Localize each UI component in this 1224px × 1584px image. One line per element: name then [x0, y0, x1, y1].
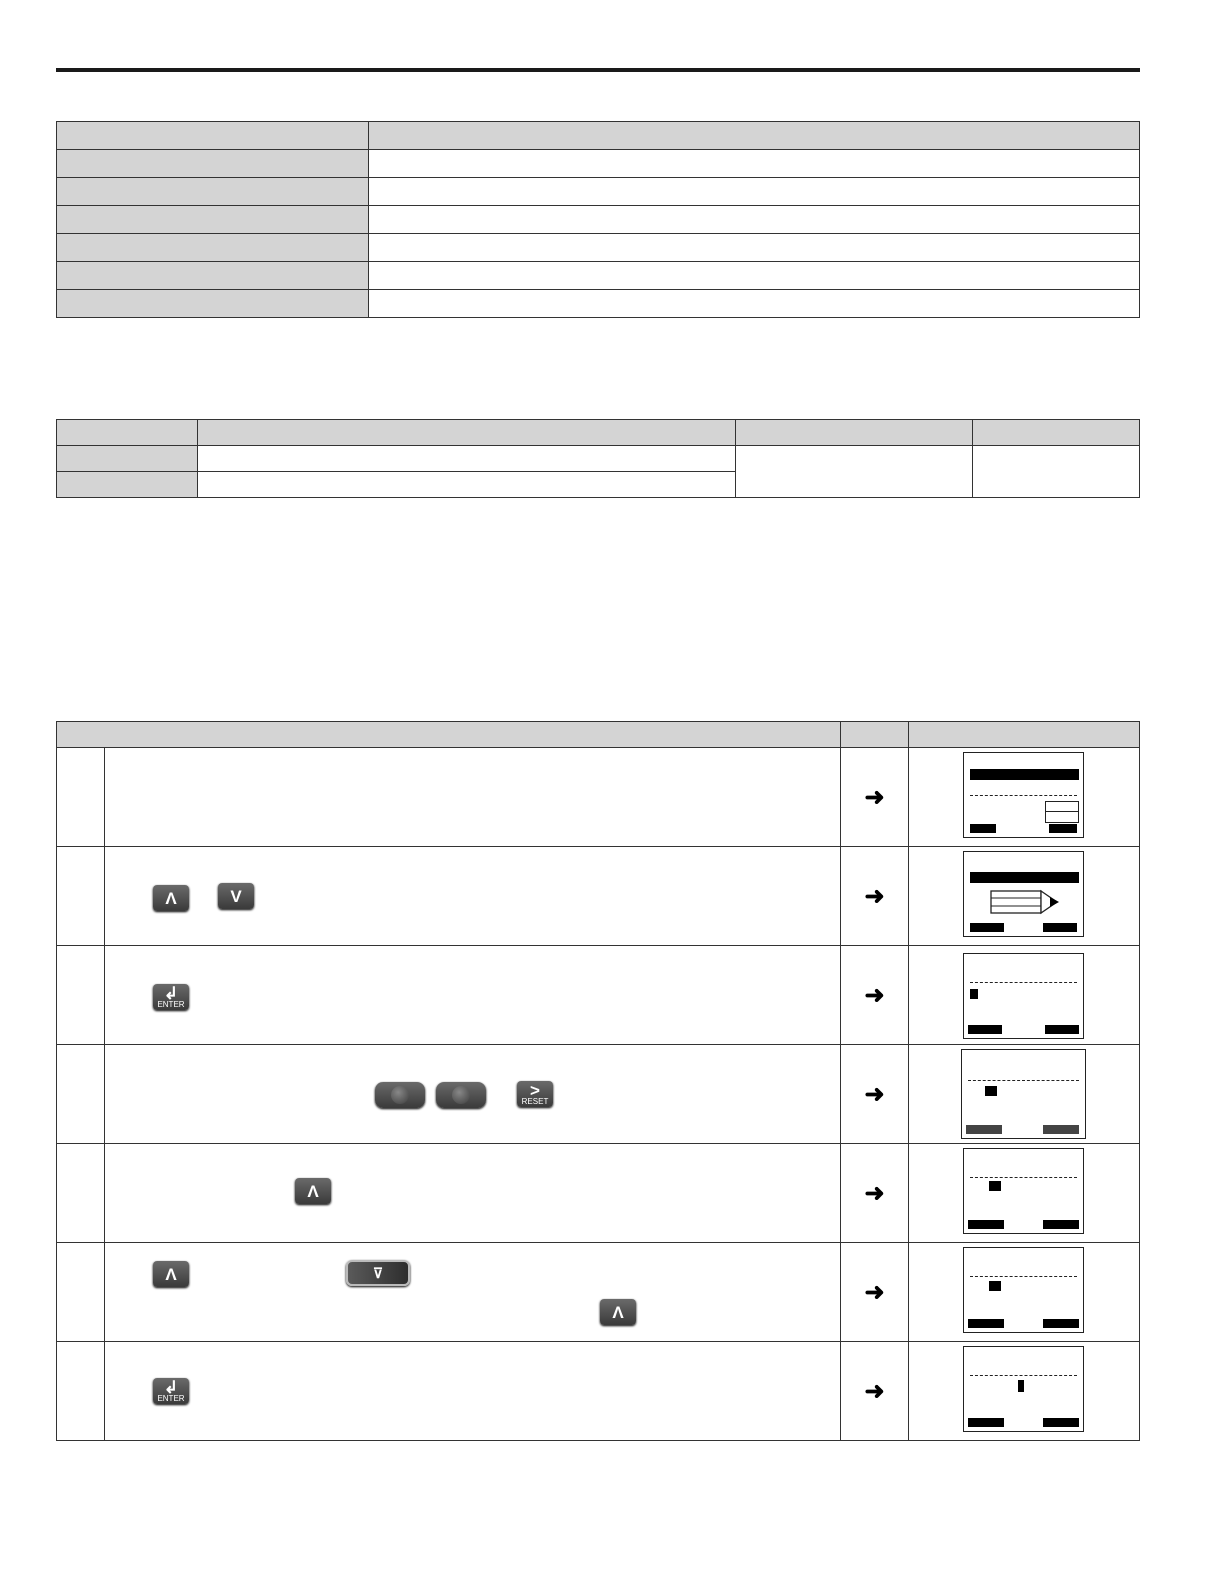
lcd-display: [963, 1148, 1084, 1234]
enter-key-icon: ↲ ENTER: [153, 1378, 189, 1404]
table-row: [57, 262, 1140, 290]
table-header-row: [57, 420, 1140, 446]
up-arrow-key-icon: Λ: [153, 1261, 189, 1287]
up-arrow-key-icon: Λ: [295, 1178, 331, 1204]
lcd-display: [961, 1049, 1086, 1139]
softkey-left: [968, 1220, 1004, 1229]
right-arrow-icon: ➜: [864, 882, 885, 910]
softkey-right: [1043, 923, 1077, 932]
softkey-left: [966, 1125, 1002, 1134]
procedure-step-3: [57, 946, 1140, 1045]
table-row: [57, 150, 1140, 178]
right-arrow-icon: ➜: [864, 1377, 885, 1405]
table-header-row: [57, 722, 1140, 748]
value-box: [1045, 801, 1079, 823]
softkey-left: [970, 824, 996, 833]
table-row: [57, 206, 1140, 234]
procedure-table: [56, 721, 1140, 1441]
cursor: [989, 1181, 1001, 1191]
softkey-left: [968, 1418, 1004, 1427]
pencil-icon: [990, 888, 1064, 916]
softkey-left: [970, 923, 1004, 932]
cursor: [970, 989, 978, 999]
header-rule: [56, 68, 1140, 72]
lcd-display: [963, 752, 1084, 838]
table-row: [57, 446, 1140, 472]
softkey-right: [1043, 1125, 1079, 1134]
softkey-left: [968, 1025, 1002, 1034]
softkey-right: [1045, 1025, 1079, 1034]
setting-table: [56, 419, 1140, 498]
softkey-left: [968, 1319, 1004, 1328]
function-key-right-icon: [436, 1082, 486, 1108]
function-key-left-icon: [375, 1082, 425, 1108]
up-arrow-key-icon: Λ: [600, 1299, 636, 1325]
lcd-display: [963, 953, 1084, 1039]
softkey-right: [1043, 1319, 1079, 1328]
softkey-right: [1049, 824, 1077, 833]
softkey-right: [1043, 1220, 1079, 1229]
right-arrow-icon: ➜: [864, 783, 885, 811]
softkey-right: [1043, 1418, 1079, 1427]
cursor: [985, 1086, 997, 1096]
reset-key-icon: > RESET: [517, 1081, 553, 1107]
procedure-step-1: [57, 748, 1140, 847]
right-arrow-icon: ➜: [864, 1080, 885, 1108]
right-arrow-icon: ➜: [864, 1179, 885, 1207]
lcd-display: [963, 1247, 1084, 1333]
right-arrow-icon: ➜: [864, 1278, 885, 1306]
cursor: [1018, 1380, 1024, 1392]
procedure-step-5: [57, 1144, 1140, 1243]
down-arrow-key-icon: V: [218, 883, 254, 909]
stop-key-icon: ⊽: [346, 1260, 410, 1286]
table-row: [57, 178, 1140, 206]
table-header-row: [57, 122, 1140, 150]
right-arrow-icon: ➜: [864, 981, 885, 1009]
enter-key-icon: ↲ ENTER: [153, 984, 189, 1010]
parameter-table: [56, 121, 1140, 318]
procedure-step-4: [57, 1045, 1140, 1144]
cursor: [989, 1281, 1001, 1291]
procedure-step-7: [57, 1342, 1140, 1441]
procedure-step-6: [57, 1243, 1140, 1342]
procedure-step-2: [57, 847, 1140, 946]
table-row: [57, 290, 1140, 318]
lcd-display: [963, 1346, 1084, 1432]
lcd-display: [963, 851, 1084, 937]
table-row: [57, 234, 1140, 262]
up-arrow-key-icon: Λ: [153, 885, 189, 911]
